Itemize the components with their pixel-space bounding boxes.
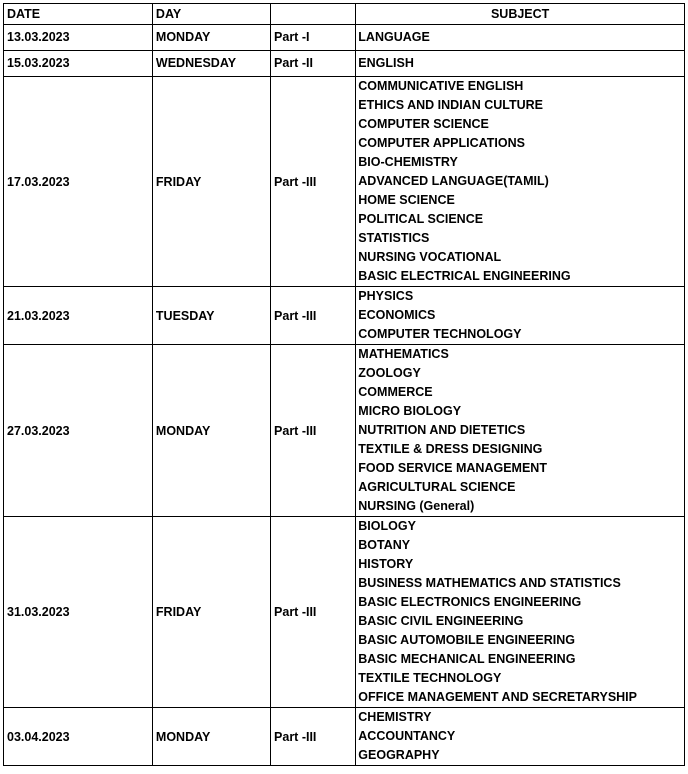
subject-item: BIOLOGY (358, 519, 416, 533)
header-subject: SUBJECT (356, 4, 685, 25)
subject-item: BASIC MECHANICAL ENGINEERING (358, 652, 576, 666)
table-row (4, 708, 685, 766)
table-row (4, 517, 685, 708)
subject-item: AGRICULTURAL SCIENCE (358, 480, 516, 494)
exam-part: Part -II (271, 51, 356, 77)
subject-item: ZOOLOGY (358, 366, 421, 380)
exam-day: FRIDAY (152, 77, 270, 287)
timetable-body (4, 25, 685, 766)
subject-list (356, 708, 685, 766)
subject-item: MICRO BIOLOGY (358, 404, 462, 418)
subject-item: OFFICE MANAGEMENT AND SECRETARYSHIP (358, 690, 637, 704)
subject-list (356, 25, 685, 51)
header-date: DATE (4, 4, 153, 25)
subject-item: TEXTILE TECHNOLOGY (358, 671, 502, 685)
exam-date: 27.03.2023 (4, 345, 153, 517)
header-row (4, 4, 685, 25)
subject-item: COMMUNICATIVE ENGLISH (358, 79, 524, 93)
subject-item: ENGLISH (358, 56, 414, 70)
subject-item: BIO-CHEMISTRY (358, 155, 458, 169)
subject-item: ACCOUNTANCY (358, 729, 456, 743)
subject-item: NURSING (General) (358, 499, 475, 513)
subject-item: COMPUTER APPLICATIONS (358, 136, 525, 150)
subject-item: NURSING VOCATIONAL (358, 250, 502, 264)
subject-item: COMPUTER TECHNOLOGY (358, 327, 522, 341)
subject-list (356, 345, 685, 517)
exam-day: FRIDAY (152, 517, 270, 708)
exam-day: TUESDAY (152, 287, 270, 345)
exam-date: 31.03.2023 (4, 517, 153, 708)
subject-item: PHYSICS (358, 289, 414, 303)
exam-part: Part -III (271, 77, 356, 287)
subject-item: NUTRITION AND DIETETICS (358, 423, 526, 437)
subject-item: POLITICAL SCIENCE (358, 212, 484, 226)
table-row (4, 25, 685, 51)
exam-day: WEDNESDAY (152, 51, 270, 77)
exam-date: 13.03.2023 (4, 25, 153, 51)
exam-date: 03.04.2023 (4, 708, 153, 766)
subject-item: FOOD SERVICE MANAGEMENT (358, 461, 547, 475)
subject-item: HISTORY (358, 557, 414, 571)
subject-list (356, 51, 685, 77)
subject-item: BASIC ELECTRICAL ENGINEERING (358, 269, 571, 283)
subject-item: BASIC ELECTRONICS ENGINEERING (358, 595, 582, 609)
subject-item: TEXTILE & DRESS DESIGNING (358, 442, 543, 456)
subject-item: HOME SCIENCE (358, 193, 455, 207)
subject-item: ETHICS AND INDIAN CULTURE (358, 98, 543, 112)
header-part (271, 4, 356, 25)
exam-part: Part -III (271, 345, 356, 517)
subject-item: BASIC CIVIL ENGINEERING (358, 614, 524, 628)
table-row (4, 287, 685, 345)
subject-item: CHEMISTRY (358, 710, 432, 724)
subject-item: BUSINESS MATHEMATICS AND STATISTICS (358, 576, 621, 590)
subject-item: BASIC AUTOMOBILE ENGINEERING (358, 633, 575, 647)
subject-list (356, 77, 685, 287)
table-row (4, 51, 685, 77)
subject-item: LANGUAGE (358, 30, 430, 44)
subject-item: BOTANY (358, 538, 411, 552)
subject-list (356, 517, 685, 708)
exam-date: 21.03.2023 (4, 287, 153, 345)
table-row (4, 77, 685, 287)
exam-day: MONDAY (152, 345, 270, 517)
subject-list (356, 287, 685, 345)
exam-timetable (3, 3, 685, 766)
exam-part: Part -III (271, 287, 356, 345)
exam-date: 15.03.2023 (4, 51, 153, 77)
exam-date: 17.03.2023 (4, 77, 153, 287)
subject-item: STATISTICS (358, 231, 430, 245)
subject-item: GEOGRAPHY (358, 748, 440, 762)
header-day: DAY (152, 4, 270, 25)
exam-day: MONDAY (152, 708, 270, 766)
subject-item: ADVANCED LANGUAGE(TAMIL) (358, 174, 549, 188)
subject-item: COMPUTER SCIENCE (358, 117, 489, 131)
table-row (4, 345, 685, 517)
exam-part: Part -III (271, 708, 356, 766)
subject-item: MATHEMATICS (358, 347, 449, 361)
subject-item: COMMERCE (358, 385, 433, 399)
exam-day: MONDAY (152, 25, 270, 51)
exam-part: Part -III (271, 517, 356, 708)
exam-part: Part -I (271, 25, 356, 51)
subject-item: ECONOMICS (358, 308, 436, 322)
